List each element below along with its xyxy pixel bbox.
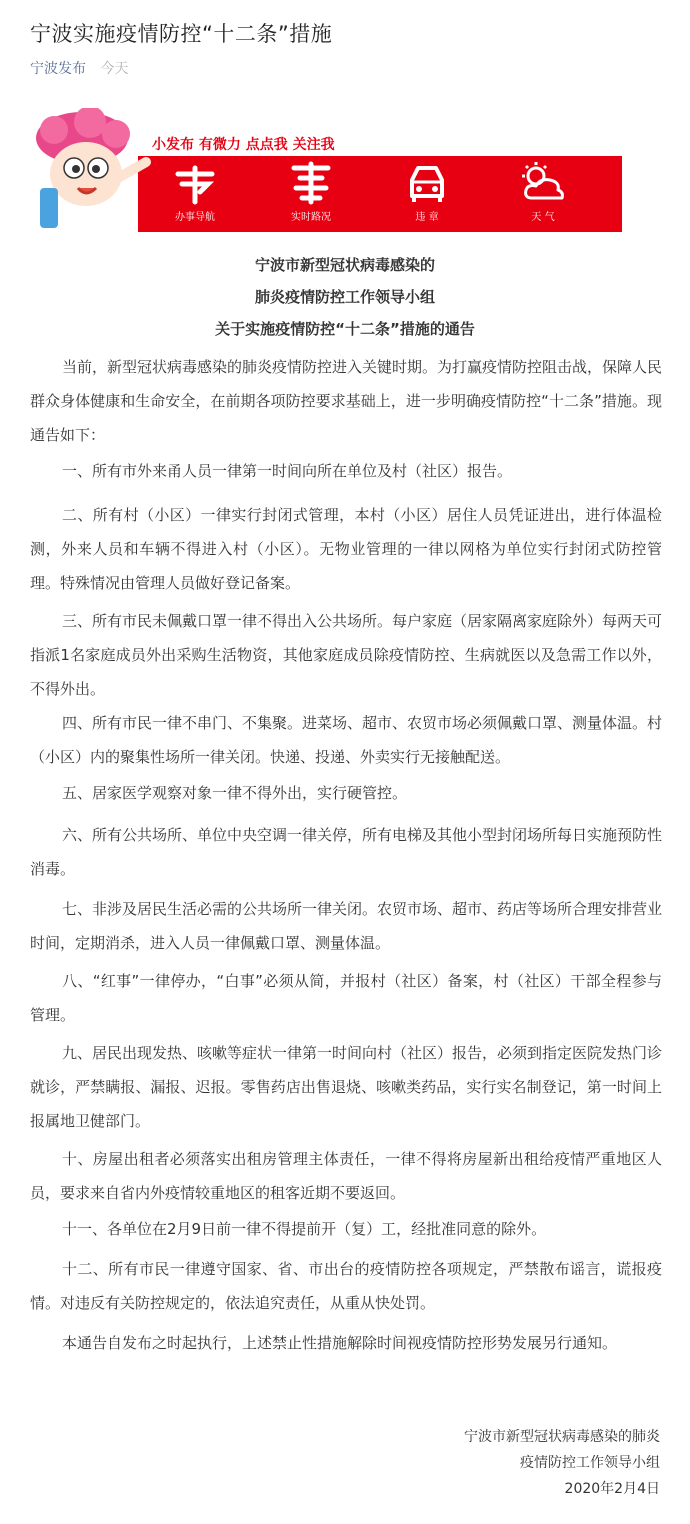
banner-item-label: 实时路况 — [291, 212, 331, 223]
signature-line-2: 疫情防控工作领导小组 — [520, 1455, 660, 1471]
article-source-link[interactable]: 宁波发布 — [30, 61, 86, 77]
mascot-icon — [30, 108, 154, 232]
banner-item-navigation[interactable] — [150, 160, 240, 223]
navigation-icon — [172, 160, 218, 206]
article-meta — [30, 58, 128, 78]
notice-item-7: 七、非涉及居民生活必需的公共场所一律关闭。农贸市场、超市、药店等场所合理安排营业时间，定期消杀，进入人员一律佩戴口罩、测量体温。 — [30, 900, 663, 952]
banner-item-label: 违 章 — [415, 212, 439, 223]
signature-date: 2020年2月4日 — [564, 1481, 660, 1497]
banner-item-traffic[interactable] — [266, 160, 356, 223]
notice-item-12: 十二、所有市民一律遵守国家、省、市出台的疫情防控各项规定，严禁散布谣言，谎报疫情。对违反有关防控规定的，依法追究责任，从重从快处罚。 — [30, 1260, 662, 1312]
traffic-icon — [288, 160, 334, 206]
notice-heading-line-1: 宁波市新型冠状病毒感染的 — [254, 256, 435, 274]
notice-item-5: 五、居家医学观察对象一律不得外出，实行硬管控。 — [62, 784, 408, 802]
banner-slogan: 小发布 有微力 点点我 关注我 — [152, 137, 335, 153]
notice-heading-line-3: 关于实施疫情防控“十二条”措施的通告 — [215, 320, 475, 338]
banner[interactable] — [30, 108, 622, 232]
notice-item-2: 二、所有村（小区）一律实行封闭式管理，本村（小区）居住人员凭证进出，进行体温检测，外来人员和车辆不得进入村（小区）。无物业管理的一律以网格为单位实行封闭式防控管理。特殊情况由管理人员做好登记备案。 — [30, 506, 662, 592]
notice-item-6: 六、所有公共场所、单位中央空调一律关停，所有电梯及其他小型封闭场所每日实施预防性消毒。 — [30, 826, 663, 878]
car-icon — [404, 160, 450, 206]
notice-item-3: 三、所有市民未佩戴口罩一律不得出入公共场所。每户家庭（居家隔离家庭除外）每两天可指派1名家庭成员外出采购生活物资，其他家庭成员除疫情防控、生病就医以及急需工作以外，不得外出。 — [30, 612, 663, 698]
banner-item-weather[interactable] — [498, 160, 588, 223]
notice-heading-line-2: 肺炎疫情防控工作领导小组 — [254, 288, 435, 306]
article-time: 今天 — [100, 61, 129, 77]
notice-item-8: 八、“红事”一律停办，“白事”必须从简，并报村（社区）备案，村（社区）干部全程参与管理。 — [30, 972, 662, 1024]
article-title: 宁波实施疫情防控“十二条”措施 — [30, 22, 333, 46]
notice-item-11: 十一、各单位在2月9日前一律不得提前开（复）工，经批准同意的除外。 — [62, 1220, 547, 1238]
notice-closing: 本通告自发布之时起执行，上述禁止性措施解除时间视疫情防控形势发展另行通知。 — [62, 1334, 618, 1352]
notice-item-10: 十、房屋出租者必须落实出租房管理主体责任，一律不得将房屋新出租给疫情严重地区人员，要求来自省内外疫情较重地区的租客近期不要返回。 — [30, 1150, 662, 1202]
banner-item-label: 天 气 — [531, 212, 555, 223]
notice-intro: 当前，新型冠状病毒感染的肺炎疫情防控进入关键时期。为打赢疫情防控阻击战，保障人民群众身体健康和生命安全，在前期各项防控要求基础上，进一步明确疫情防控“十二条”措施。现通告如下： — [30, 358, 663, 444]
signature-line-1: 宁波市新型冠状病毒感染的肺炎 — [464, 1429, 660, 1445]
notice-item-4: 四、所有市民一律不串门、不集聚。进菜场、超市、农贸市场必须佩戴口罩、测量体温。村（小区）内的聚集性场所一律关闭。快递、投递、外卖实行无接触配送。 — [30, 714, 663, 766]
notice-item-9: 九、居民出现发热、咳嗽等症状一律第一时间向村（社区）报告，必须到指定医院发热门诊就诊，严禁瞒报、漏报、迟报。零售药店出售退烧、咳嗽类药品，实行实名制登记，第一时间上报属地卫健部门。 — [30, 1044, 663, 1130]
weather-icon — [518, 160, 568, 206]
notice-item-1: 一、所有市外来甬人员一律第一时间向所在单位及村（社区）报告。 — [62, 462, 513, 480]
banner-item-violation[interactable] — [382, 160, 472, 223]
banner-item-label: 办事导航 — [175, 212, 215, 223]
